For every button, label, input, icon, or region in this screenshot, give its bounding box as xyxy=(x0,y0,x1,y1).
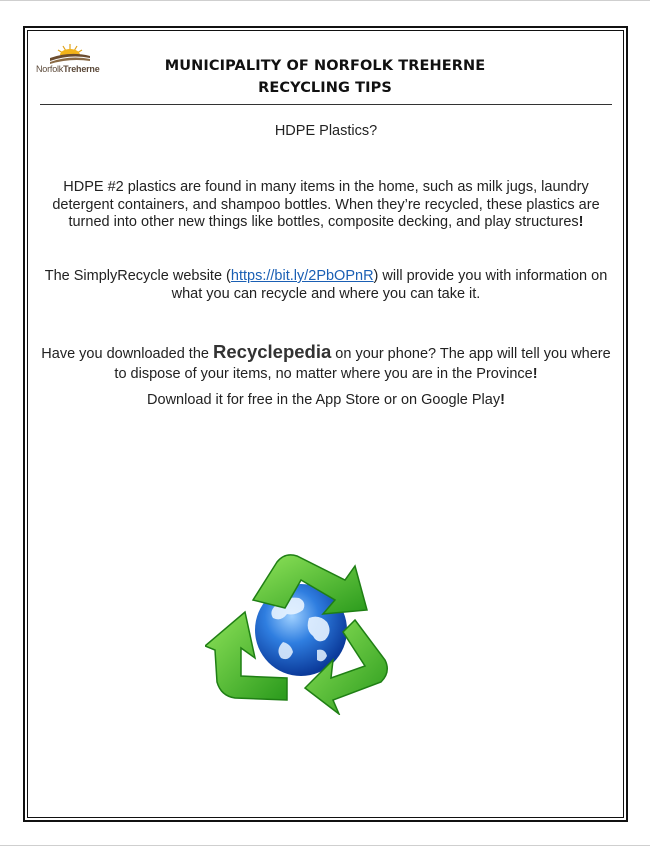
exclamation-mark: ! xyxy=(500,392,505,408)
header-divider xyxy=(40,104,612,105)
simplyrecycle-link[interactable]: https://bit.ly/2PbOPnR xyxy=(230,268,374,284)
paragraph-download xyxy=(40,392,612,410)
paragraph-hdpe-info xyxy=(40,179,612,232)
page-top-rule xyxy=(0,0,650,1)
logo-text-treherne: Treherne xyxy=(63,64,100,74)
recycle-globe-icon xyxy=(205,550,395,715)
exclamation-mark: ! xyxy=(532,366,538,382)
paragraph-hdpe-text: HDPE #2 plastics are found in many items in the home, such as milk jugs, laundry detergent containers, and shampoo bottles. When they’re recycled, these plastics are turned into other new things like bottles, composite decking, and play structures xyxy=(52,179,600,230)
paragraph-download-text: Download it for free in the App Store or on Google Play xyxy=(147,392,501,408)
exclamation-mark: ! xyxy=(578,214,584,230)
page-bottom-rule xyxy=(0,845,650,846)
page-subtitle-heading: RECYCLING TIPS xyxy=(258,80,392,96)
logo-text-norfolk: Norfolk xyxy=(36,64,64,74)
paragraph-text: on your phone? The app will tell you where to dispose of your items, no matter where you are in the Province xyxy=(114,346,611,382)
page-title: MUNICIPALITY OF NORFOLK TREHERNE xyxy=(164,58,486,74)
recyclepedia-app-name: Recyclepedia xyxy=(213,341,332,362)
paragraph-recyclepedia xyxy=(40,342,612,384)
paragraph-text: The SimplyRecycle website ( xyxy=(44,268,231,284)
paragraph-text: ) will provide you with information on what you can recycle and where you can take it. xyxy=(171,268,608,302)
paragraph-text: Have you downloaded the xyxy=(41,346,213,362)
paragraph-simplyrecycle xyxy=(40,268,612,303)
topic-heading: HDPE Plastics? xyxy=(274,123,378,139)
